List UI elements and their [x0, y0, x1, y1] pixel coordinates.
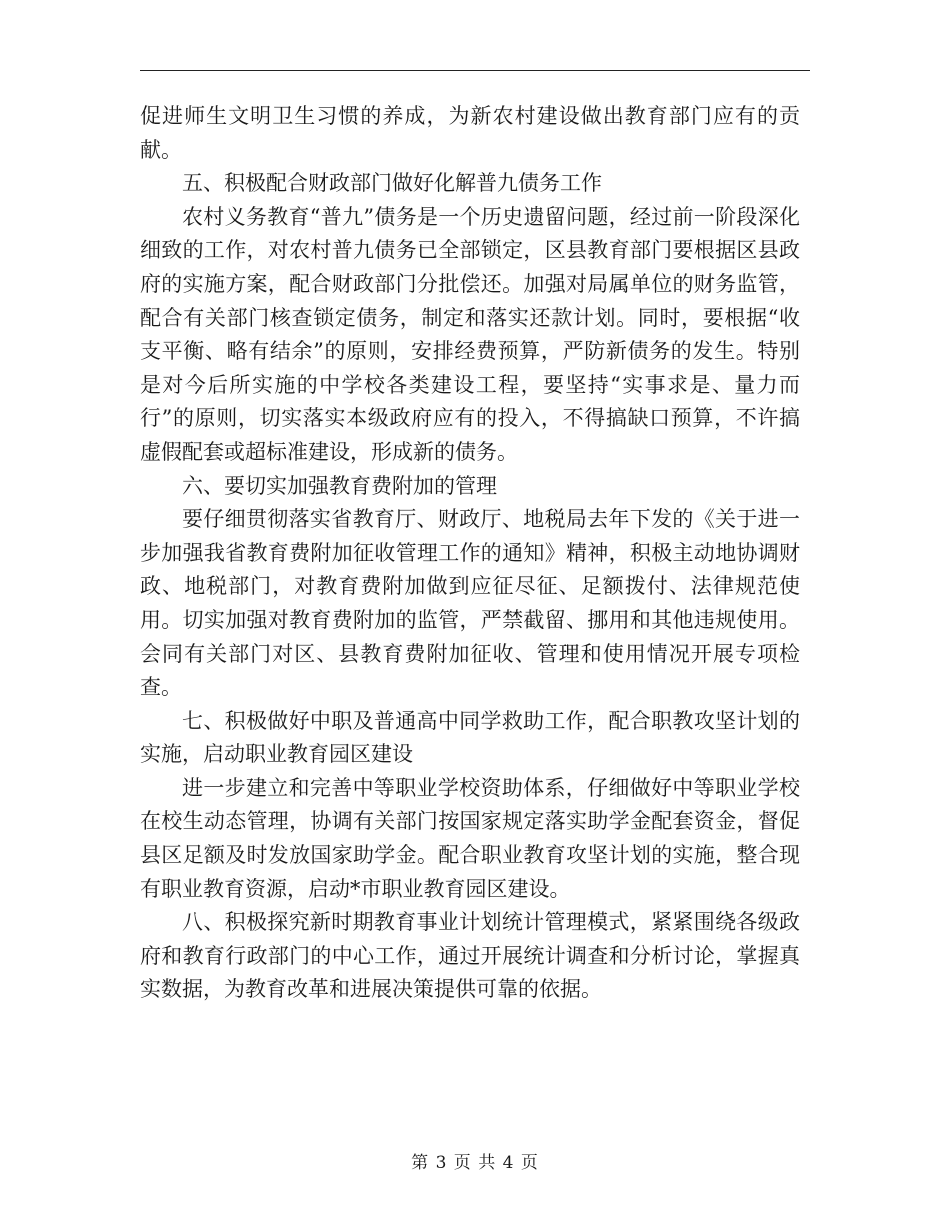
section-heading-7: 七、积极做好中职及普通高中同学救助工作，配合职教攻坚计划的实施，启动职业教育园区建设 — [140, 708, 800, 767]
section-heading-5: 五、积极配合财政部门做好化解普九债务工作 — [182, 171, 602, 196]
page-number-footer: 第 3 页 共 4 页 — [411, 1153, 539, 1173]
header-rule — [140, 70, 810, 71]
paragraph-2: 农村义务教育“普九”债务是一个历史遗留问题，经过前一阶段深化细致的工作，对农村普九债务已全部锁定，区县教育部门要根据区县政府的实施方案，配合财政部门分批偿还。加强对局属单位的财务监管，配合有关部门核查锁定债务，制定和落实还款计划。同时，要根据“收支平衡、略有结余”的原则，安排经费预算，严防新债务的发生。特别是对今后所实施的中学校各类建设工程，要坚持“实事求是、量力而行”的原则，切实落实本级政府应有的投入，不得搞缺口预算，不许搞虚假配套或超标准建设，形成新的债务。 — [140, 204, 800, 464]
paragraph-3: 要仔细贯彻落实省教育厅、财政厅、地税局去年下发的《关于进一步加强我省教育费附加征收管理工作的通知》精神，积极主动地协调财政、地税部门，对教育费附加做到应征尽征、足额拨付、法律规范使用。切实加强对教育费附加的监管，严禁截留、挪用和其他违规使用。会同有关部门对区、县教育费附加征收、管理和使用情况开展专项检查。 — [140, 507, 800, 700]
section-heading-6: 六、要切实加强教育费附加的管理 — [182, 473, 497, 498]
document-body — [140, 100, 800, 1007]
paragraph-1: 促进师生文明卫生习惯的养成，为新农村建设做出教育部门应有的贡献。 — [140, 104, 800, 162]
paragraph-4: 进一步建立和完善中等职业学校资助体系，仔细做好中等职业学校在校生动态管理，协调有关部门按国家规定落实助学金配套资金，督促县区足额及时发放国家助学金。配合职业教育攻坚计划的实施，整合现有职业教育资源，启动*市职业教育园区建设。 — [140, 775, 800, 901]
paragraph-5: 八、积极探究新时期教育事业计划统计管理模式，紧紧围绕各级政府和教育行政部门的中心工作，通过开展统计调查和分析讨论，掌握真实数据，为教育改革和进展决策提供可靠的依据。 — [140, 910, 800, 1002]
